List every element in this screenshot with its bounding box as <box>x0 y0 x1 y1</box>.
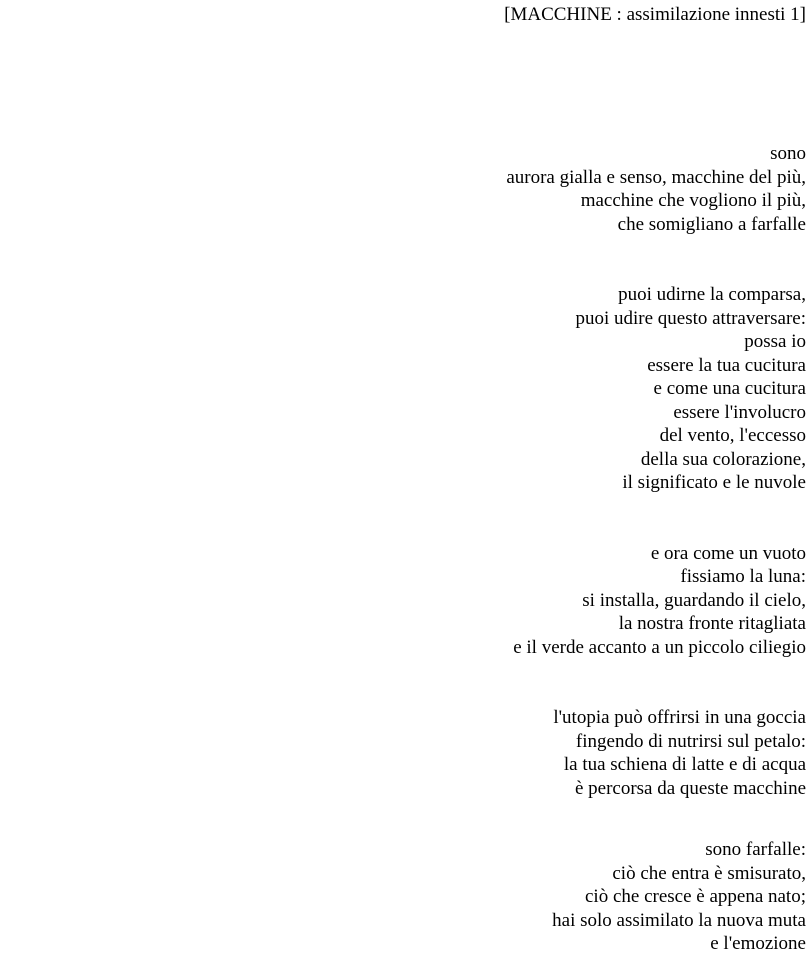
poem-line: e ora come un vuoto <box>650 542 806 564</box>
poem-line: il significato e le nuvole <box>622 472 806 493</box>
poem-line: puoi udirne la comparsa, <box>618 284 806 305</box>
stanza-1 <box>506 142 806 236</box>
poem-line: ciò che cresce è appena nato; <box>584 886 806 907</box>
poem-line: aurora gialla e senso, macchine del più, <box>506 166 806 188</box>
poem-line: della sua colorazione, <box>640 448 806 470</box>
poem-line: ciò che entra è smisurato, <box>612 862 806 884</box>
poem-line: essere l'involucro <box>673 401 806 423</box>
poem-line: e come una cucitura <box>653 378 806 399</box>
poem-line: sono <box>770 143 806 164</box>
poem-line: fingendo di nutrirsi sul petalo: <box>575 730 806 752</box>
stanza-4 <box>506 706 806 800</box>
stanza-3 <box>506 542 806 660</box>
poem-line: essere la tua cucitura <box>647 354 806 376</box>
poem-title: [MACCHINE : assimilazione innesti 1] <box>504 4 806 25</box>
poem-body <box>506 142 806 956</box>
poem-line: hai solo assimilato la nuova muta <box>552 909 806 931</box>
poem-line: si installa, guardando il cielo, <box>582 589 806 611</box>
poem-line: la tua schiena di latte e di acqua <box>563 754 806 775</box>
stanza-2 <box>506 283 806 495</box>
poem-line: fissiamo la luna: <box>680 566 806 587</box>
poem-line: possa io <box>744 331 806 352</box>
poem-line: è percorsa da queste macchine <box>574 777 806 799</box>
poem-line: la nostra fronte ritagliata <box>618 613 806 634</box>
poem-line: puoi udire questo attraversare: <box>575 307 806 329</box>
poem-line: l'utopia può offrirsi in una goccia <box>553 707 806 728</box>
poem-line: che somigliano a farfalle <box>617 213 806 235</box>
stanza-5 <box>506 838 806 956</box>
poem-line: del vento, l'eccesso <box>659 425 806 446</box>
poem-line: macchine che vogliono il più, <box>580 190 806 211</box>
poem-line: sono farfalle: <box>705 839 806 860</box>
poem-line: e l'emozione <box>710 933 806 954</box>
poem-line: e il verde accanto a un piccolo ciliegio <box>513 636 806 658</box>
